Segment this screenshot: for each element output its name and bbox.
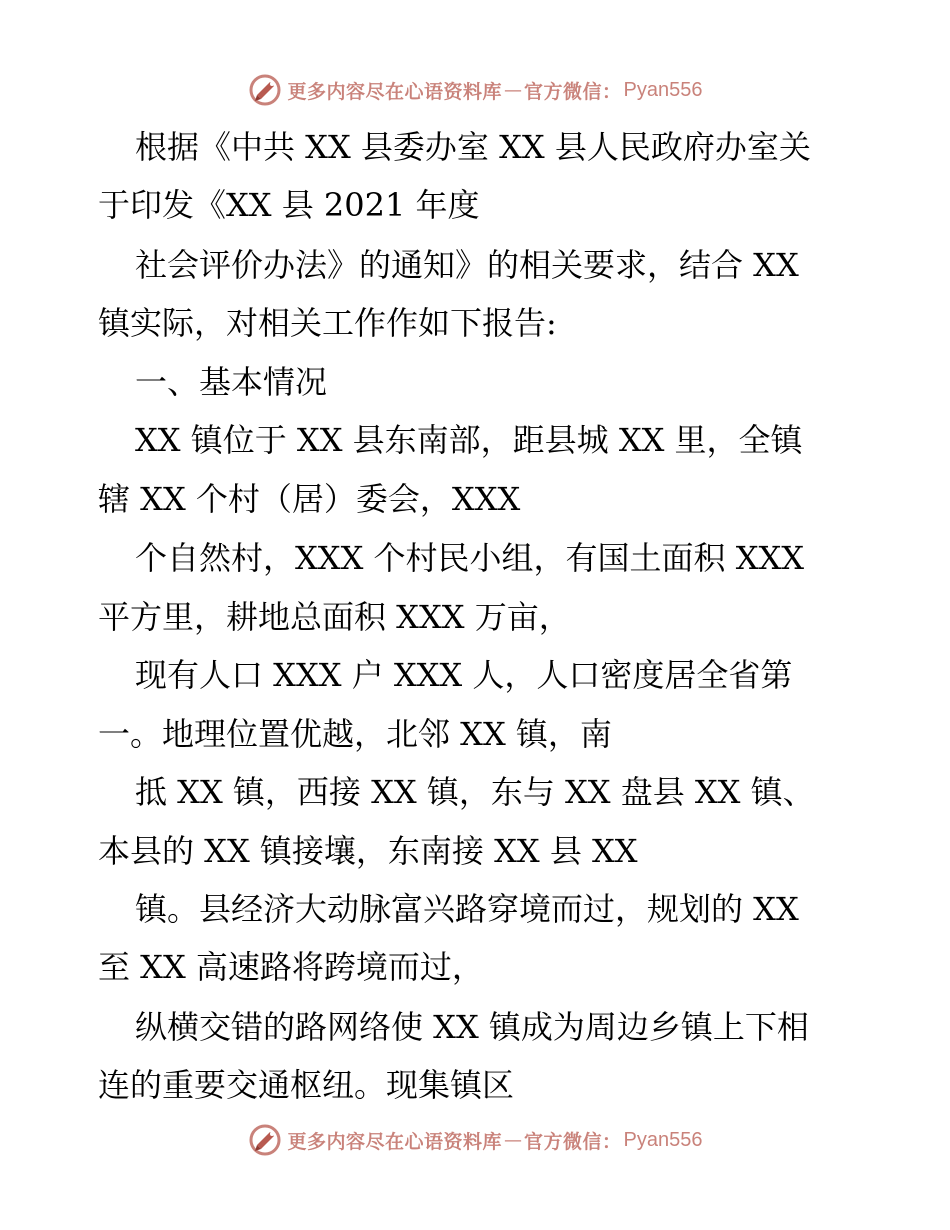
body-line: 镇实际，对相关工作作如下报告: [98, 304, 557, 342]
watermark-text-cn: 更多内容尽在心语资料库 [287, 1130, 503, 1153]
watermark-text-cn: 更多内容尽在心语资料库 [287, 80, 503, 103]
body-line: 至 XX 高速路将跨境而过， [98, 948, 484, 986]
body-line: XX 镇位于 XX 县东南部，距县城 XX 里，全镇 [135, 421, 803, 459]
body-line: 根据《中共 XX 县委办室 XX 县人民政府办室关 [135, 128, 811, 166]
watermark-dash: — [504, 79, 523, 101]
body-line: 辖 XX 个村（居）委会，XXX [98, 480, 521, 518]
watermark-text-en: Pyan556 [623, 78, 703, 101]
logo-icon [248, 73, 282, 107]
logo-icon [248, 1123, 282, 1157]
watermark-text-cn2: 官方微信： [524, 80, 622, 103]
watermark-footer [0, 1120, 950, 1160]
body-line: 一。地理位置优越，北邻 XX 镇，南 [98, 715, 612, 753]
watermark-text-cn2: 官方微信： [524, 1130, 622, 1153]
watermark-text-en: Pyan556 [623, 1128, 703, 1151]
body-line: 镇。县经济大动脉富兴路穿境而过，规划的 XX [135, 890, 799, 928]
section-heading: 一、基本情况 [135, 363, 328, 401]
watermark-header [0, 70, 950, 110]
body-line: 于印发《XX 县 2021 年度 [98, 186, 480, 224]
body-line: 本县的 XX 镇接壤，东南接 XX 县 XX [98, 832, 638, 870]
watermark-dash: — [504, 1129, 523, 1151]
body-line: 平方里，耕地总面积 XXX 万亩， [98, 598, 571, 636]
body-line: 连的重要交通枢纽。现集镇区 [98, 1066, 515, 1104]
body-line: 现有人口 XXX 户 XXX 人，人口密度居全省第 [135, 656, 793, 694]
body-line: 抵 XX 镇，西接 XX 镇，东与 XX 盘县 XX 镇、 [135, 773, 815, 811]
body-line: 纵横交错的路网络使 XX 镇成为周边乡镇上下相 [135, 1008, 809, 1046]
body-line: 个自然村，XXX 个村民小组，有国土面积 XXX [135, 539, 805, 577]
body-line: 社会评价办法》的通知》的相关要求，结合 XX [135, 246, 799, 284]
